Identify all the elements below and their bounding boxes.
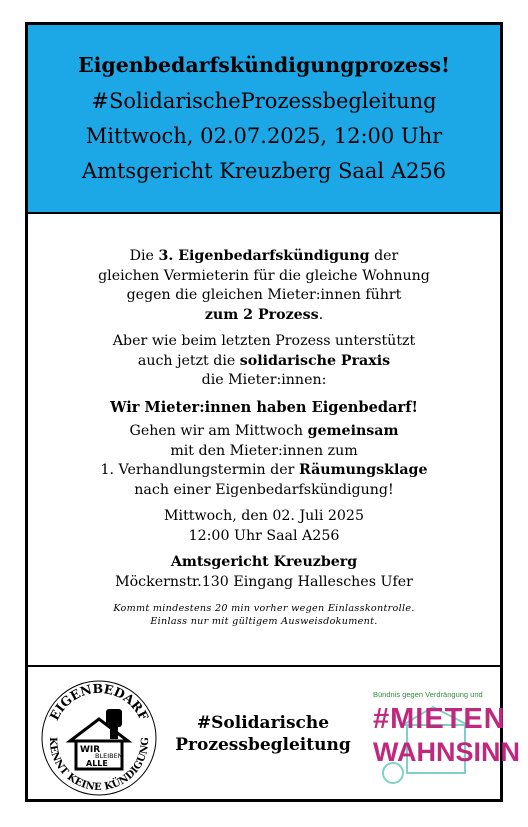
text-bold: gemeinsam bbox=[307, 423, 399, 439]
body-text bbox=[28, 247, 500, 628]
text: . bbox=[318, 306, 324, 323]
footer bbox=[28, 665, 520, 802]
eigenbedarf-logo-icon bbox=[40, 679, 158, 797]
header-hashtag: #SolidarischeProzessbegleitung bbox=[91, 89, 437, 113]
logo-big-text: #MIETEN bbox=[373, 703, 506, 735]
text-bold: 3. Eigenbedarfskündigung bbox=[158, 248, 370, 264]
text: 1. Verhandlungstermin der bbox=[100, 462, 299, 478]
paragraph-1 bbox=[28, 247, 500, 325]
text: Die bbox=[129, 248, 159, 264]
note-line: Kommt mindestens 20 min vorher wegen Einlasskontrolle. bbox=[113, 603, 415, 614]
text: gleichen Vermieterin für die gleiche Wohnung bbox=[98, 267, 430, 284]
address-block bbox=[28, 553, 500, 592]
flyer-frame bbox=[25, 22, 520, 802]
text: Gehen wir am Mittwoch bbox=[129, 423, 308, 439]
text: auch jetzt die bbox=[137, 352, 240, 369]
text: der bbox=[369, 248, 399, 264]
mietenwahnsinn-logo bbox=[373, 685, 520, 790]
entry-note bbox=[28, 602, 500, 628]
text-bold: zum 2 Prozess bbox=[204, 306, 319, 323]
logo-bottom-text: KENNT KEINE KÜNDIGUNG bbox=[46, 737, 152, 794]
eigenbedarf-logo bbox=[40, 679, 158, 797]
paragraph-3 bbox=[28, 422, 500, 500]
logo-top-text: EIGENBEDARF bbox=[46, 680, 152, 723]
slogan: Wir Mieter:innen haben Eigenbedarf! bbox=[110, 398, 418, 416]
text: die Mieter:innen: bbox=[201, 372, 327, 388]
text: gegen die gleichen Mieter:innen führt bbox=[126, 287, 402, 303]
header-datetime: Mittwoch, 02.07.2025, 12:00 Uhr bbox=[85, 124, 443, 148]
text-bold: Räumungsklage bbox=[298, 462, 428, 478]
header-location: Amtsgericht Kreuzberg Saal A256 bbox=[81, 159, 447, 183]
text: Aber wie beim letzten Prozess unterstützt bbox=[112, 333, 416, 349]
logo-inner-text: ALLE bbox=[86, 759, 108, 768]
text: nach einer Eigenbedarfskündigung! bbox=[134, 481, 394, 498]
footer-line: #Solidarische bbox=[196, 713, 330, 733]
time-line: 12:00 Uhr Saal A256 bbox=[188, 527, 340, 544]
note-line: Einlass nur mit gültigem Ausweisdokument. bbox=[150, 616, 378, 627]
footer-line: Prozessbegleitung bbox=[175, 735, 351, 755]
court-address: Möckernstr.130 Eingang Hallesches Ufer bbox=[115, 573, 413, 590]
text: mit den Mieter:innen zum bbox=[170, 442, 358, 459]
header-title: Eigenbedarfskündigungprozess! bbox=[77, 53, 451, 77]
text-bold: solidarische Praxis bbox=[239, 352, 391, 369]
date-line: Mittwoch, den 02. Juli 2025 bbox=[164, 508, 364, 524]
header-banner bbox=[28, 25, 500, 214]
court-name: Amtsgericht Kreuzberg bbox=[170, 554, 358, 570]
logo-small-text: Bündnis gegen Verdrängung und bbox=[373, 690, 483, 699]
logo-inner-text: BLEIBEN bbox=[95, 752, 123, 760]
footer-hashtag bbox=[168, 712, 358, 756]
logo-big-text: WAHNSINN bbox=[373, 737, 520, 767]
date-block bbox=[28, 507, 500, 546]
logo-inner-text: WIR bbox=[80, 745, 101, 755]
paragraph-2 bbox=[28, 332, 500, 391]
